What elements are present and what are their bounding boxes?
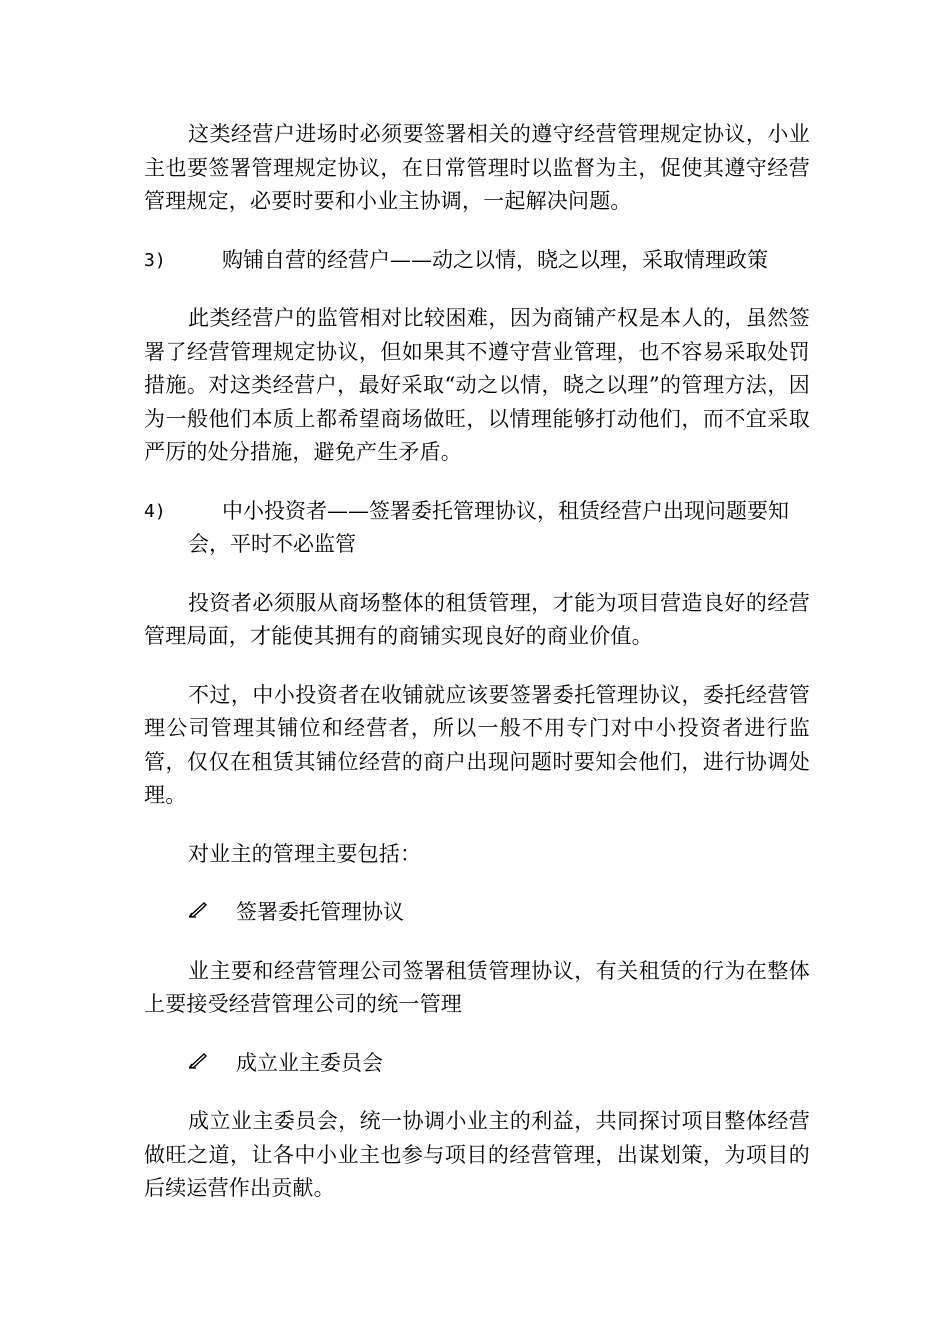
section-number-3: 3) [144,249,166,271]
section-heading-3 [144,244,810,278]
section-title-4: 中小投资者——签署委托管理协议，租赁经营户出现问题要知会，平时不必监管 [188,498,789,556]
paragraph-6: 业主要和经营管理公司签署租赁管理协议，有关租赁的行为在整体上要接受经营管理公司的统一管理 [144,958,810,1016]
paragraph-1: 这类经营户进场时必须要签署相关的遵守经营管理规定协议，小业主也要签署管理规定协议，在日常管理时以监督为主，促使其遵守经营管理规定，必要时要和小业主协调，一起解决问题。 [144,122,810,213]
section-heading-4 [144,495,810,562]
paragraph-7: 成立业主委员会，统一协调小业主的利益，共同探讨项目整体经营做旺之道，让各中小业主也参与项目的经营管理，出谋划策，为项目的后续运营作出贡献。 [144,1109,810,1200]
bullet-item-2 [144,1047,810,1081]
paragraph-4: 不过，中小投资者在收铺就应该要签署委托管理协议，委托经营管理公司管理其铺位和经营者，所以一般不用专门对中小投资者进行监管，仅仅在租赁其铺位经营的商户出现问题时要知会他们，进行协调处理。 [144,682,810,807]
bullet-item-1 [144,896,810,930]
pencil-icon [188,896,210,930]
section-number-4: 4) [144,500,166,522]
document-page [144,118,810,1231]
bullet-text-1: 签署委托管理协议 [236,900,404,924]
pencil-icon [188,1047,210,1081]
bullet-text-2: 成立业主委员会 [236,1050,383,1075]
paragraph-2: 此类经营户的监管相对比较困难，因为商铺产权是本人的，虽然签署了经营管理规定协议，但如果其不遵守营业管理，也不容易采取处罚措施。对这类经营户，最好采取“动之以情，晓之以理”的管理方法，因为一般他们本质上都希望商场做旺，以情理能够打动他们，而不宜采取严厉的处分措施，避免产生矛盾。 [144,306,810,464]
paragraph-5: 对业主的管理主要包括： [188,841,422,866]
paragraph-3: 投资者必须服从商场整体的租赁管理，才能为项目营造良好的经营管理局面，才能使其拥有的商铺实现良好的商业价值。 [144,590,810,648]
section-title-3: 购铺自营的经营户——动之以情，晓之以理，采取情理政策 [222,247,768,272]
